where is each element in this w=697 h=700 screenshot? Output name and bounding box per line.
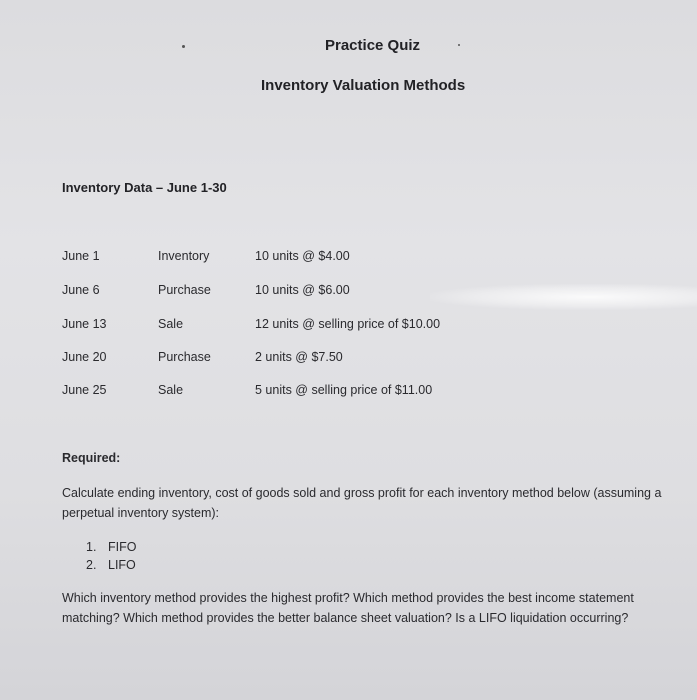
list-item	[86, 556, 136, 574]
row-date: June 20	[62, 350, 107, 364]
method-name: FIFO	[108, 540, 137, 554]
row-type: Purchase	[158, 283, 211, 297]
inventory-row	[0, 283, 697, 301]
row-date: June 13	[62, 317, 107, 331]
dust-speck	[182, 45, 185, 48]
row-type: Purchase	[158, 350, 211, 364]
row-type: Sale	[158, 383, 184, 397]
row-type: Sale	[158, 317, 184, 331]
page-title: Practice Quiz	[325, 37, 421, 54]
inventory-row	[0, 317, 697, 335]
page-subtitle: Inventory Valuation Methods	[261, 77, 466, 94]
inventory-row	[0, 350, 697, 368]
row-detail: 10 units @ $6.00	[255, 283, 350, 297]
method-name: LIFO	[108, 558, 136, 572]
row-detail: 2 units @ $7.50	[255, 350, 343, 364]
row-detail: 5 units @ selling price of $11.00	[255, 383, 433, 397]
inventory-row	[0, 383, 697, 401]
inventory-data-heading: Inventory Data – June 1-30	[62, 180, 227, 195]
list-item	[86, 538, 136, 556]
questions-text: Which inventory method provides the highest profit? Which method provides the best income statement matching? Which method provides the better balance sheet valuation? Is a LIFO liquidation occurring?	[62, 591, 634, 625]
row-date: June 1	[62, 249, 100, 263]
row-date: June 25	[62, 383, 107, 397]
list-number: 1.	[86, 540, 97, 554]
row-type: Inventory	[158, 249, 210, 263]
dust-speck	[458, 44, 460, 46]
list-number: 2.	[86, 558, 97, 572]
inventory-row	[0, 249, 697, 267]
row-detail: 12 units @ selling price of $10.00	[255, 317, 441, 331]
row-detail: 10 units @ $4.00	[255, 249, 350, 263]
instructions-text: Calculate ending inventory, cost of goods sold and gross profit for each inventory method below (assuming a perpetual inventory system):	[62, 486, 662, 520]
required-label: Required:	[62, 451, 121, 465]
method-list	[86, 538, 136, 574]
row-date: June 6	[62, 283, 100, 297]
